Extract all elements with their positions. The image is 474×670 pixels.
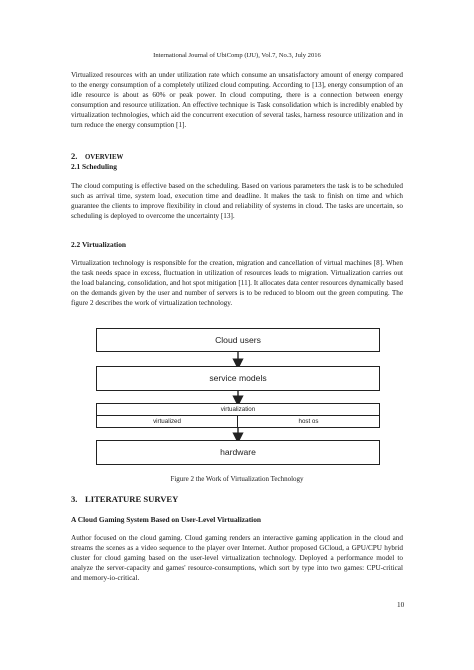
section-heading-overview (71, 151, 123, 161)
hardware-box (96, 440, 380, 465)
paragraph-scheduling: The cloud computing is effective based on the scheduling. Based on various parameters the task is to be scheduled such as arrival time, system load, execution time and deadline. It makes the task to finish on time and which guarantee the clients to improve flexibility in cloud and reliability of systems in cloud. The tasks are uncertain, so scheduling is deployed to overcome the uncertainty [13]. (71, 182, 403, 221)
virtualized-label: virtualized (153, 418, 181, 425)
service-models-box (96, 366, 380, 391)
subsection-heading-scheduling (71, 162, 117, 171)
page-number: 10 (397, 601, 405, 609)
subsection-title: Scheduling (82, 162, 117, 171)
hardware-label: hardware (220, 447, 256, 457)
host-os-box (237, 415, 380, 428)
virtualized-box (96, 415, 238, 428)
service-models-label: service models (209, 373, 267, 383)
virtualization-label: virtualization (220, 406, 256, 413)
subsection-number: 2.1 (71, 162, 81, 171)
section-title: LITERATURE SURVEY (85, 494, 179, 504)
section-number: 2. (71, 151, 78, 161)
host-os-label: host os (298, 418, 319, 425)
paragraph-virtualization: Virtualization technology is responsible for the creation, migration and cancellation of virtual machines [8]. When the task needs space in excess, fluctuation in utilization of resources leads to migration. Virtualization carries out the load balancing, consolidation, and hot spot mitigation [11]. It allocates data center resources dynamically based on the demands given by the user and number of servers is to be reduced to bloom out the green computing. The figure 2 describes the work of virtualization technology. (71, 259, 403, 308)
section-number: 3. (71, 494, 78, 504)
section-title: OVERVIEW (85, 154, 124, 161)
section-heading-literature-survey (71, 494, 178, 504)
virtualization-diagram (96, 328, 380, 466)
paragraph-energy: Virtualized resources with an under utilization rate which consume an unsatisfactory amount of energy compared to the energy consumption of a completely utilized cloud computing. According to [13], energy consumption of an idle resource is about as 60% or peak power. In cloud computing, there is a connection between energy consumption and resource utilization. An effective technique is Task consolidation which is incredibly enabled by virtualization technologies, which aid the concurrent execution of several tasks, harness resource utilization and in turn reduce the energy consumption [1]. (71, 71, 403, 130)
cloud-users-label: Cloud users (215, 335, 261, 345)
subsection-heading-cloud-gaming: A Cloud Gaming System Based on User-Level Virtualization (71, 515, 262, 524)
journal-header: International Journal of UbiComp (IJU), Vol.7, No.3, July 2016 (153, 52, 321, 59)
figure-caption: Figure 2 the Work of Virtualization Technology (170, 475, 304, 483)
cloud-users-box (96, 328, 380, 352)
subsection-heading-virtualization: 2.2 Virtualization (71, 240, 127, 249)
paragraph-cloud-gaming: Author focused on the cloud gaming. Cloud gaming renders an interactive gaming application in the cloud and streams the scenes as a video sequence to the player over Internet. Author proposed GCloud, a GPU/CPU hybrid cluster for cloud gaming based on the user-level virtualization technology. Deployed a performance model to analyze the server-capacity and games' resource-consumptions, which sort by type into two games: CPU-critical and memory-io-critical. (71, 534, 403, 583)
